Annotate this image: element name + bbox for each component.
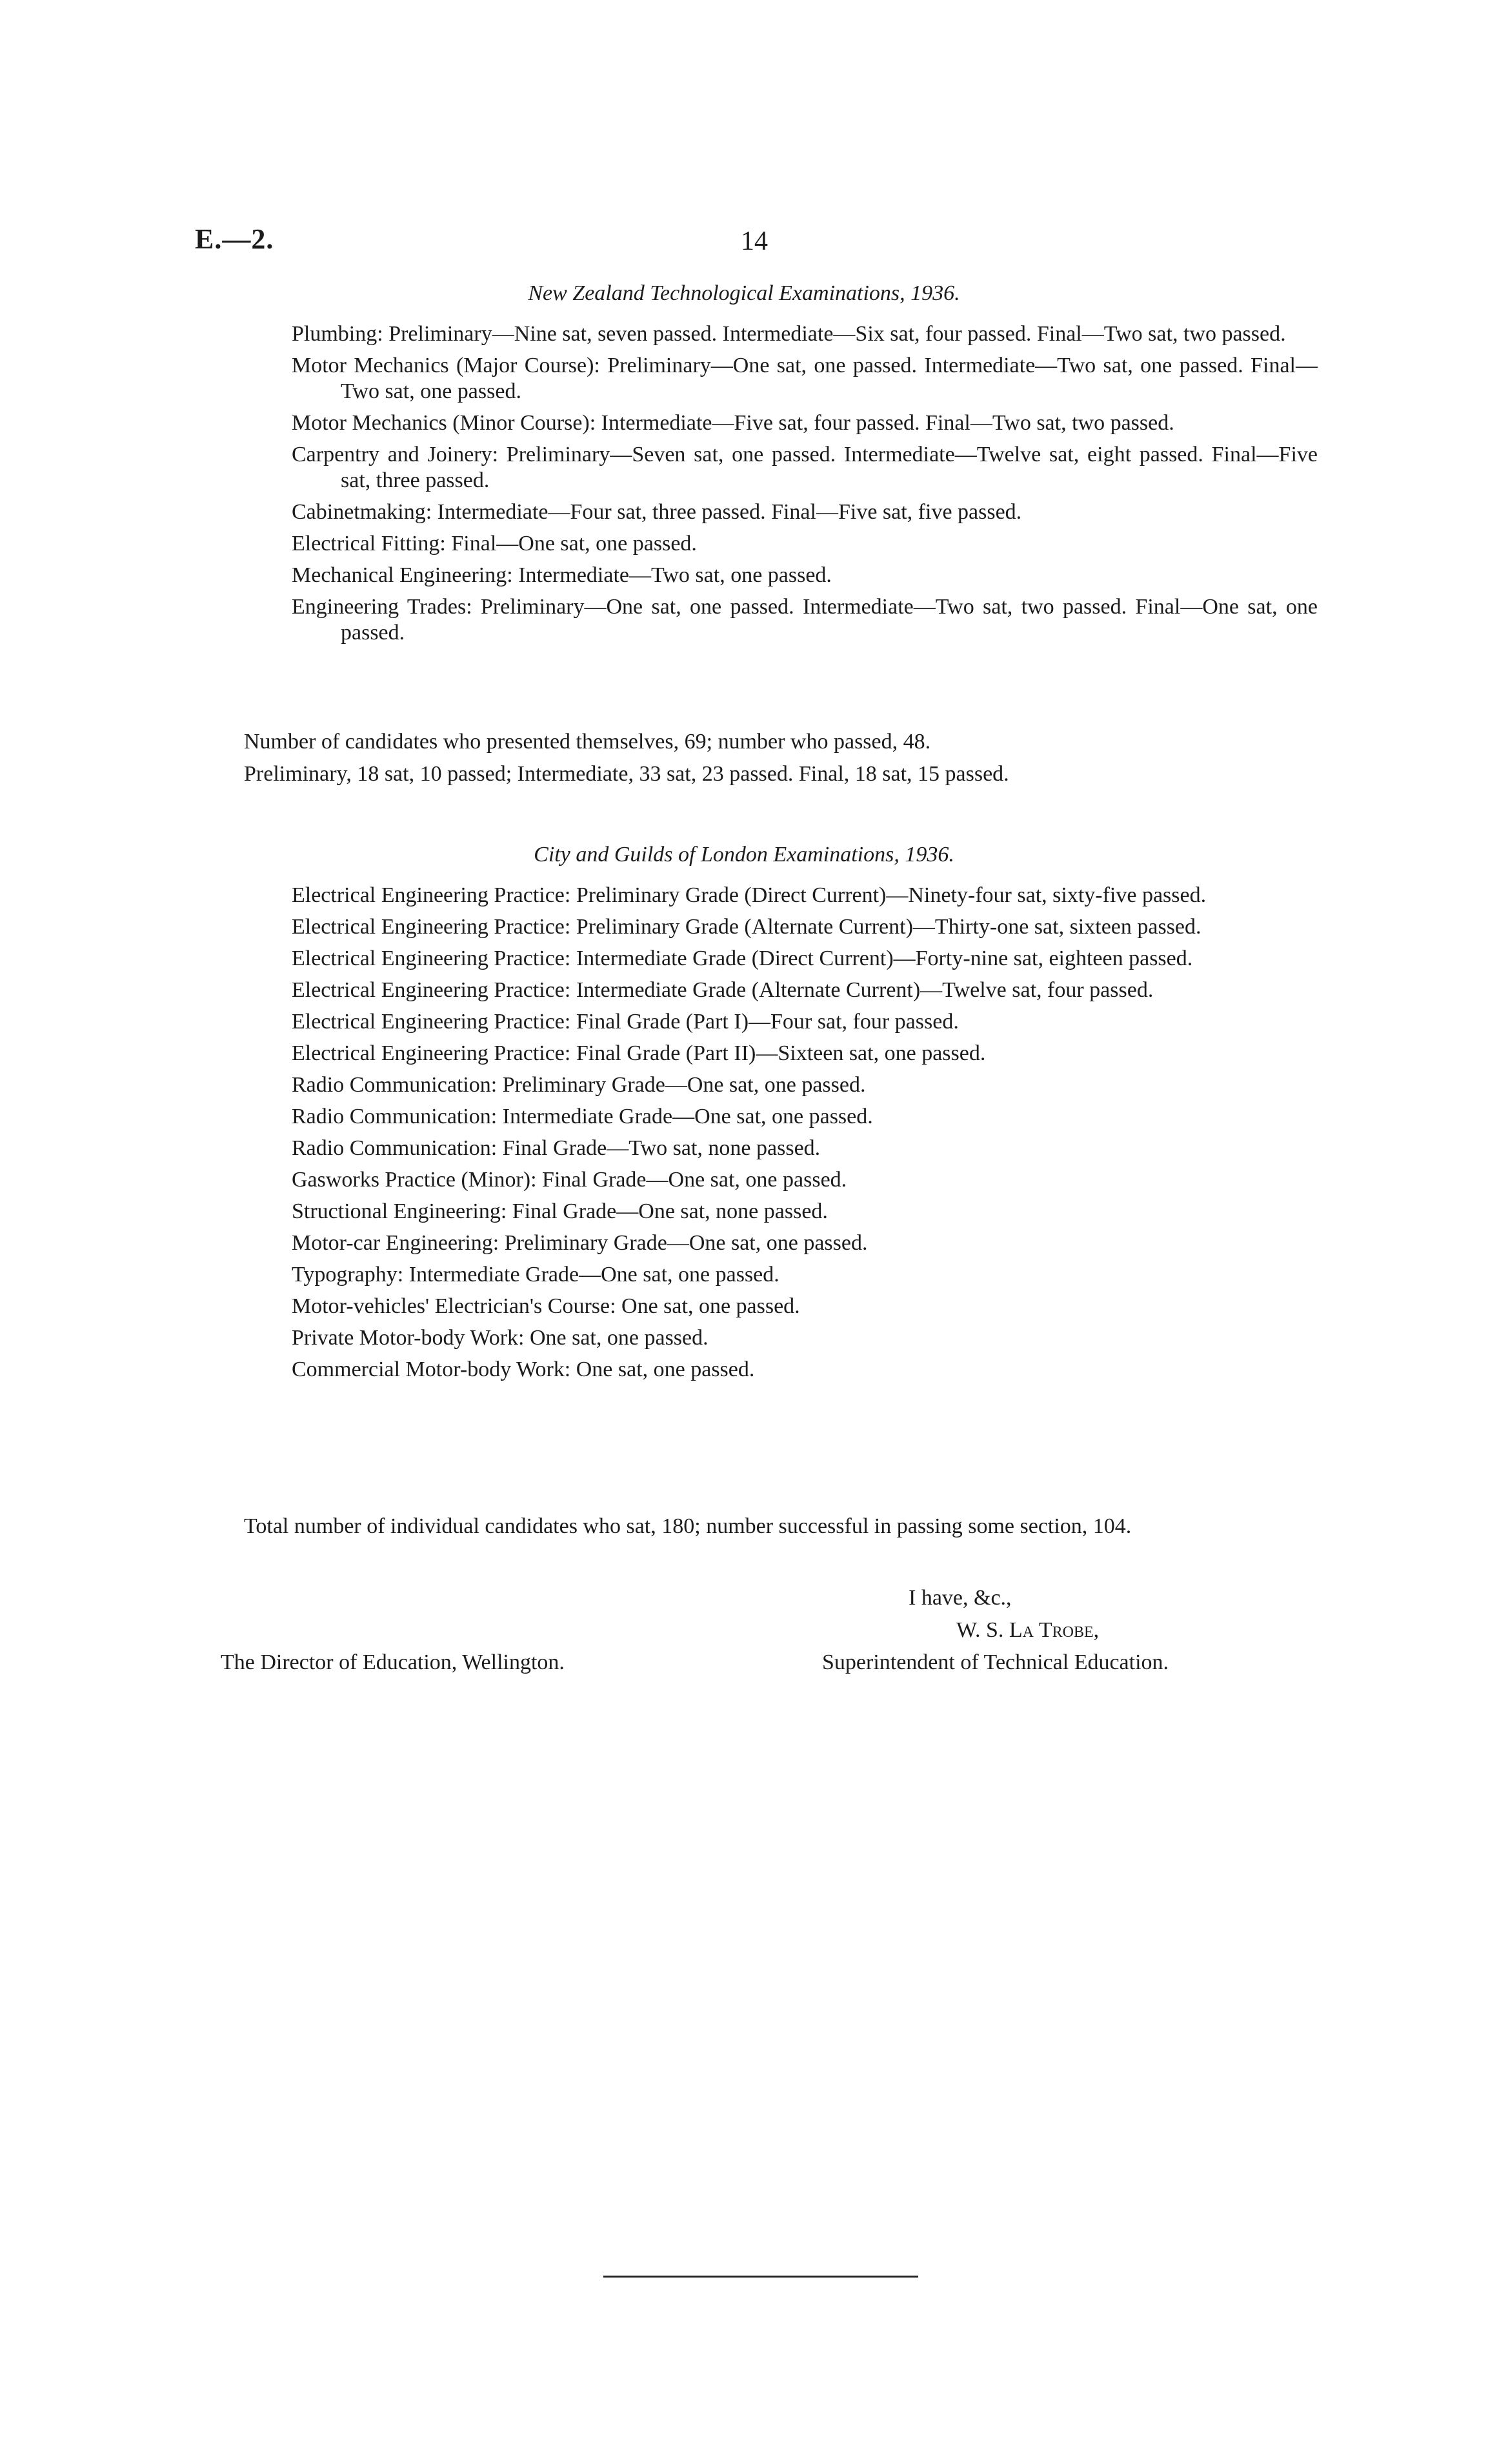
list-item: Electrical Engineering Practice: Final Grade (Part I)—Four sat, four passed. xyxy=(292,1010,959,1034)
signatory-title: Superintendent of Technical Education. xyxy=(822,1650,1169,1674)
nz-summary xyxy=(195,729,1318,794)
list-item: Commercial Motor-body Work: One sat, one passed. xyxy=(292,1357,755,1381)
list-item: Electrical Engineering Practice: Preliminary Grade (Alternate Current)—Thirty-one sat, sixteen passed. xyxy=(292,915,1201,939)
nz-section-heading: New Zealand Technological Examinations, 1936. xyxy=(528,281,960,305)
list-item: Radio Communication: Intermediate Grade—One sat, one passed. xyxy=(292,1105,873,1128)
list-item: Motor Mechanics (Major Course): Preliminary—One sat, one passed. Intermediate—Two sat, one passed. Final—Two sat, one passed. xyxy=(292,354,1318,403)
list-item: Motor-vehicles' Electrician's Course: One sat, one passed. xyxy=(292,1294,800,1318)
list-item: Radio Communication: Preliminary Grade—One sat, one passed. xyxy=(292,1073,866,1097)
list-item: Structional Engineering: Final Grade—One sat, none passed. xyxy=(292,1199,828,1223)
list-item: Electrical Engineering Practice: Intermediate Grade (Alternate Current)—Twelve sat, four passed. xyxy=(292,978,1154,1002)
document-reference: E.—2. xyxy=(195,223,274,255)
salutation: I have, &c., xyxy=(909,1586,1012,1610)
list-item: Electrical Fitting: Final—One sat, one passed. xyxy=(292,532,697,556)
end-rule xyxy=(603,2276,918,2278)
cg-exam-list xyxy=(292,883,1318,1388)
addressee: The Director of Education, Wellington. xyxy=(221,1650,565,1674)
list-item: Electrical Engineering Practice: Preliminary Grade (Direct Current)—Ninety-four sat, sixty-five passed. xyxy=(292,883,1207,907)
list-item: Gasworks Practice (Minor): Final Grade—One sat, one passed. xyxy=(292,1168,847,1192)
list-item: Electrical Engineering Practice: Intermediate Grade (Direct Current)—Forty-nine sat, eighteen passed. xyxy=(292,947,1193,970)
cg-summary xyxy=(195,1514,1318,1546)
total-candidates-summary: Total number of individual candidates who sat, 180; number successful in passing some section, 104. xyxy=(244,1514,1132,1538)
signatory-name: W. S. La Trobe, xyxy=(956,1618,1100,1642)
list-item: Cabinetmaking: Intermediate—Four sat, three passed. Final—Five sat, five passed. xyxy=(292,500,1022,524)
list-item: Engineering Trades: Preliminary—One sat, one passed. Intermediate—Two sat, two passed. Final—One sat, one passed. xyxy=(292,595,1318,645)
list-item: Mechanical Engineering: Intermediate—Two sat, one passed. xyxy=(292,563,832,587)
list-item: Radio Communication: Final Grade—Two sat, none passed. xyxy=(292,1136,821,1160)
list-item: Motor-car Engineering: Preliminary Grade—One sat, one passed. xyxy=(292,1231,868,1255)
list-item: Motor Mechanics (Minor Course): Intermediate—Five sat, four passed. Final—Two sat, two passed. xyxy=(292,411,1174,435)
list-item: Private Motor-body Work: One sat, one passed. xyxy=(292,1326,709,1350)
list-item: Electrical Engineering Practice: Final Grade (Part II)—Sixteen sat, one passed. xyxy=(292,1041,986,1065)
cg-section-heading: City and Guilds of London Examinations, 1936. xyxy=(534,843,954,866)
page-number: 14 xyxy=(741,226,768,256)
candidates-summary: Number of candidates who presented themselves, 69; number who passed, 48. xyxy=(244,730,931,754)
nz-exam-list xyxy=(292,321,1318,652)
list-item: Typography: Intermediate Grade—One sat, one passed. xyxy=(292,1263,779,1287)
list-item: Plumbing: Preliminary—Nine sat, seven passed. Intermediate—Six sat, four passed. Final—Two sat, two passed. xyxy=(292,322,1286,346)
list-item: Carpentry and Joinery: Preliminary—Seven sat, one passed. Intermediate—Twelve sat, eight passed. Final—Five sat, three passed. xyxy=(292,443,1318,492)
grade-summary: Preliminary, 18 sat, 10 passed; Intermediate, 33 sat, 23 passed. Final, 18 sat, 15 passed. xyxy=(244,762,1009,786)
